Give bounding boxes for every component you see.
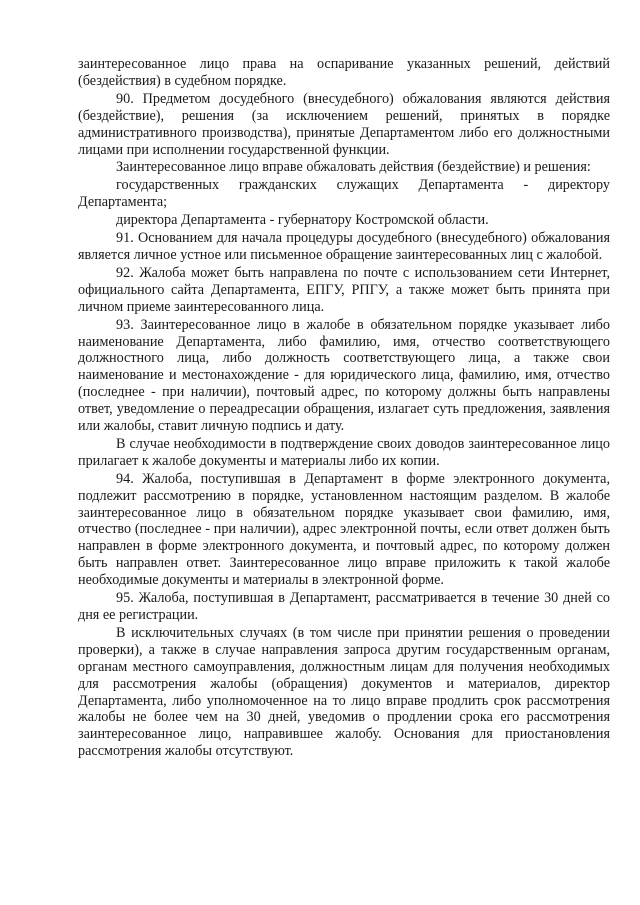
paragraph-90: 90. Предметом досудебного (внесудебного) обжалования являются действия (бездействие), решения (за исключением решений, принятых в порядке административного производства), принятые Департаментом либо его должностными лицами при исполнении государственной функции. — [78, 90, 610, 158]
paragraph-appeal-director: директора Департамента - губернатору Костромской области. — [116, 212, 489, 229]
paragraph-appeal-civil-servants: государственных гражданских служащих Департамента - директору Департамента; — [78, 177, 610, 211]
paragraph-exceptional-cases: В исключительных случаях (в том числе при принятии решения о проведении проверки), а также в случае направления запроса другим государственным органам, органам местного самоуправления, должностным лицам для получения необходимых для рассмотрения жалобы (обращения) документов и материалов, директор Департамента, либо уполномоченное на то лицо вправе продлить срок рассмотрения жалобы не более чем на 30 дней, уведомив о продлении срока его рассмотрения заинтересованное лицо, направившее жалобу. Основания для приостановления рассмотрения жалобы отсутствуют. — [78, 624, 610, 760]
paragraph-continuation: заинтересованное лицо права на оспаривание указанных решений, действий (бездействия) в судебном порядке. — [78, 56, 610, 89]
paragraph-supporting-documents: В случае необходимости в подтверждение своих доводов заинтересованное лицо прилагает к жалобе документы и материалы либо их копии. — [78, 435, 610, 469]
paragraph-appeal-right: Заинтересованное лицо вправе обжаловать действия (бездействие) и решения: — [116, 159, 591, 176]
document-body — [78, 56, 610, 760]
paragraph-93: 93. Заинтересованное лицо в жалобе в обязательном порядке указывает либо наименование Департамента, либо фамилию, имя, отчество соответствующего должностного лица, либо должность соответствующего лица, а также свои наименование и местонахождение - для юридического лица, фамилию, имя, отчество (последнее - при наличии), почтовый адрес, по которому должны быть направлены ответ, уведомление о переадресации обращения, излагает суть предложения, заявления или жалобы, ставит личную подпись и дату. — [78, 316, 610, 435]
paragraph-91: 91. Основанием для начала процедуры досудебного (внесудебного) обжалования является личное устное или письменное обращение заинтересованных лиц с жалобой. — [78, 230, 610, 263]
paragraph-94: 94. Жалоба, поступившая в Департамент в форме электронного документа, подлежит рассмотрению в порядке, установленном настоящим разделом. В жалобе заинтересованное лицо в обязательном порядке указывает свои фамилию, имя, отчество (последнее - при наличии), адрес электронной почты, если ответ должен быть направлен в форме электронного документа, и почтовый адрес, по которому должен быть направлен ответ. Заинтересованное лицо вправе приложить к такой жалобе необходимые документы и материалы в электронной форме. — [78, 470, 610, 589]
paragraph-92: 92. Жалоба может быть направлена по почте с использованием сети Интернет, официального сайта Департамента, ЕПГУ, РПГУ, а также может быть принята при личном приеме заинтересованного лица. — [78, 264, 610, 315]
paragraph-95: 95. Жалоба, поступившая в Департамент, рассматривается в течение 30 дней со дня ее регистрации. — [78, 590, 610, 623]
